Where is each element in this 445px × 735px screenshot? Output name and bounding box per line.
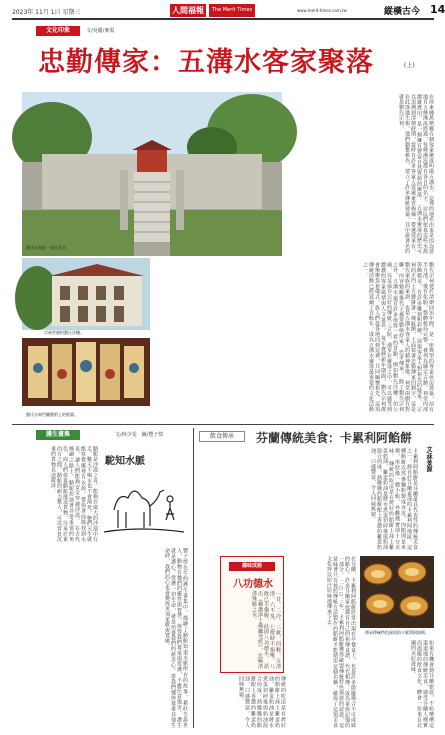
feature-part: (上) (404, 62, 415, 69)
feature-paragraph: 宗祠的正門上方懸掛著一塊匾額，上面寫著忠勤傳家四個字，這是劉氏家族的家訓，也是五溝水客家人的精神象徵。祠堂兩側有對聯，內容勉勵後代子孫要勤儉持家、忠孝傳承。 (398, 262, 422, 412)
idiom-box (220, 556, 284, 673)
column-divider (193, 428, 194, 728)
food-category-box: 飲食傳承 (199, 431, 245, 442)
food-body-block-1 (200, 448, 418, 550)
idiom-body (225, 591, 281, 669)
karelian-pie-photo (360, 556, 434, 628)
feature-body-block-2 (156, 262, 434, 412)
food-paragraph: 在芬蘭，卡累利阿餡餅經常出現在早餐桌上，也是許多節慶場合不可或缺的點心。許多芬蘭家庭都有自己的祖傳食譜，代代相傳，成為家族記憶的一部分。 (338, 556, 356, 728)
feature-paragraph: 每年農曆新年期間，劉氏宗祠都會舉辦祭祖儀式，族人們從各地回到這裡，共同緬懷祖先。這項傳統活動已經延續了百餘年，成為五溝水聚落最重要的文化活動之一。 (362, 262, 386, 412)
paper-logo: 人間福報 (172, 5, 204, 15)
photo-caption-1: 劉氏宗祠前一張五零水 (26, 245, 66, 250)
feature-byline: 文/吳麗/麥霞 (86, 28, 115, 34)
food-paragraph: 卡累利阿餡餅是芬蘭最具代表性的傳統美食之一，源自於芬蘭東部的卡累利阿地區。這種餡餅以黑麥麵粉製成外皮，內餡則是米粥，形狀像一艘小船，外觀樸實卻十分美味。 (388, 448, 418, 550)
food-paragraph: 二○○三年，卡累利阿餡餅獲得歐盟傳統特色保證的認證，這意味著只有按照傳統方法製作的餡餅才能使用這個名稱，確保了這項美食文化得以原汁原味地傳承下去。 (326, 556, 344, 729)
food-byline: 文/林景源 (425, 446, 432, 473)
column-body-block-2 (20, 548, 188, 728)
photo-caption-2: 宗祠旁邊的劉氏洋樓。 (44, 330, 84, 335)
column-body-block-1 (20, 446, 98, 542)
food-title: 芬蘭傳統美食：卡累利阿餡餅 (256, 431, 413, 445)
mural-panels-photo (22, 338, 150, 406)
column-title: 駝知水脈 (105, 456, 145, 467)
masthead (12, 3, 445, 20)
page-number: 14 (430, 3, 445, 16)
paper-url: www.merit-times.com.tw (297, 8, 347, 13)
paper-english-name: The Merit Times (209, 4, 255, 17)
camel-illustration (100, 470, 188, 540)
idiom-paragraph: 語出《稱讚淨土佛攝受經》，比喻清淨殊勝之水。 (251, 591, 269, 669)
ancestral-hall-photo (22, 92, 282, 256)
food-body-block-3 (360, 640, 434, 728)
idiom-title: 八功德水 (233, 579, 273, 590)
food-paragraph: 傳統的吃法是在烤好的餡餅上抹上雞蛋奶油，雞蛋奶油是將水煮蛋切碎後與奶油混合而成。熱騰騰的餡餅配上香濃的雞蛋奶油，口感豐富，令人回味無窮。 (370, 448, 394, 550)
column-paragraph: 護生就是護心，愛護一切生命，就是培養我們的慈悲心。當我們懂得尊重其他生命時，我們的心也會變得更加柔軟與寬廣。 (164, 548, 182, 728)
western-house-photo (22, 258, 150, 330)
food-body-block-2 (290, 556, 356, 728)
idiom-tag: 趣味成語 (229, 562, 275, 571)
column-paragraph: 豐子愷先生的護生畫集中，描繪了駱駝知道水脈所在的故事，藉此告訴世人，動物有牠們的靈性與智慧，值得我們尊重與愛護，不應任意傷害。 (176, 548, 188, 728)
column-paragraph: 駱駝是沙漠之舟，能夠在廣大的沙漠中行走，數天不喝水也不會渴死。牠們天生就能察覺哪裡有水源，帶領著商隊找到水泉，讓人們能夠安全穿越沙漠。 (74, 446, 98, 542)
feature-paragraph: 劉氏宗祠建於清朝同治年間，是一座典型的客家伙房建築，前有半月池，後有化胎，整體格局完整，被列為縣定古蹟。祠堂內部裝飾精美，有許多雕刻和彩繪，展現客家人對祖先的敬重。 (416, 262, 434, 412)
food-paragraph: 傳統的吃法是在烤好的餡餅上抹上雞蛋奶油，雞蛋奶油是將水煮蛋切碎後與奶油混合而成。熱騰騰的餡餅配上香濃的雞蛋奶油，口感豐富，令人回味無窮。 (238, 676, 286, 728)
food-body-block-4 (200, 676, 286, 728)
photo-caption-3: 劉氏宗祠門簾藝術上的壁畫。 (26, 412, 78, 417)
feature-headline: 忠勤傳家：五溝水客家聚落 (38, 47, 374, 78)
column-tag: 護生畫集 (36, 430, 80, 440)
section-divider (12, 424, 434, 425)
column-byline: 文/林少雯 圖/豐子愷 (115, 432, 164, 438)
food-photo-caption: 傳承傳統特色保留的卡累利阿餡餅。 (365, 630, 429, 635)
feature-paragraph: 五溝水聚落的歷史可以追溯到清朝時期，當時有許多客家人從廣東省梅縣一帶遷徙來台，在此落地生根。他們勤奮耕作，建立了許多傳統建築，其中最著名的就是劉氏宗祠。 (398, 94, 422, 255)
feature-paragraph: 除了劉氏宗祠之外，五溝水還有許多值得一看的景點，例如劉氏洋樓、伯公廟、以及保存完好的傳統三合院。漫步在聚落之中，可以感受到濃濃的客家風情與人文氣息。 (380, 262, 404, 412)
feature-body-block-1 (288, 94, 434, 254)
column-paragraph: 在古代絲綢之路上，駱駝扮演著非常重要的角色，商人們依靠駱駝運送貨物，往來於東西方之間。駱駝的耐力驚人，可以背負沉重的貨物長途跋涉。 (50, 446, 80, 542)
idiom-paragraph: 一甘、二冷、三軟、四輕、五清淨、六不臭、七飲時不損喉、八飲已不傷腹，此即八功德水。 (263, 591, 281, 669)
feature-tag: 文化印象 (36, 26, 80, 36)
issue-date: 2023年 11月 1日 星期三 (12, 9, 81, 16)
section-name: 縱橫古今 (384, 7, 421, 17)
food-paragraph: 如果有機會到芬蘭旅遊，不妨嚐嚐這道道地的傳統美食，感受芬蘭人樸實而溫暖的飲食文化，體會一份來自北國的美好滋味。 (410, 640, 434, 728)
feature-paragraph: 在屏東縣萬巒鄉有個客家聚落叫做五溝水，這裡的地名由來是因為當地有五條溪流經過，每條溪流都有各自的名字，居民們依靠這些水源灌溉農田，是一個擁有豐富自然資源的聚落。 (416, 94, 434, 254)
